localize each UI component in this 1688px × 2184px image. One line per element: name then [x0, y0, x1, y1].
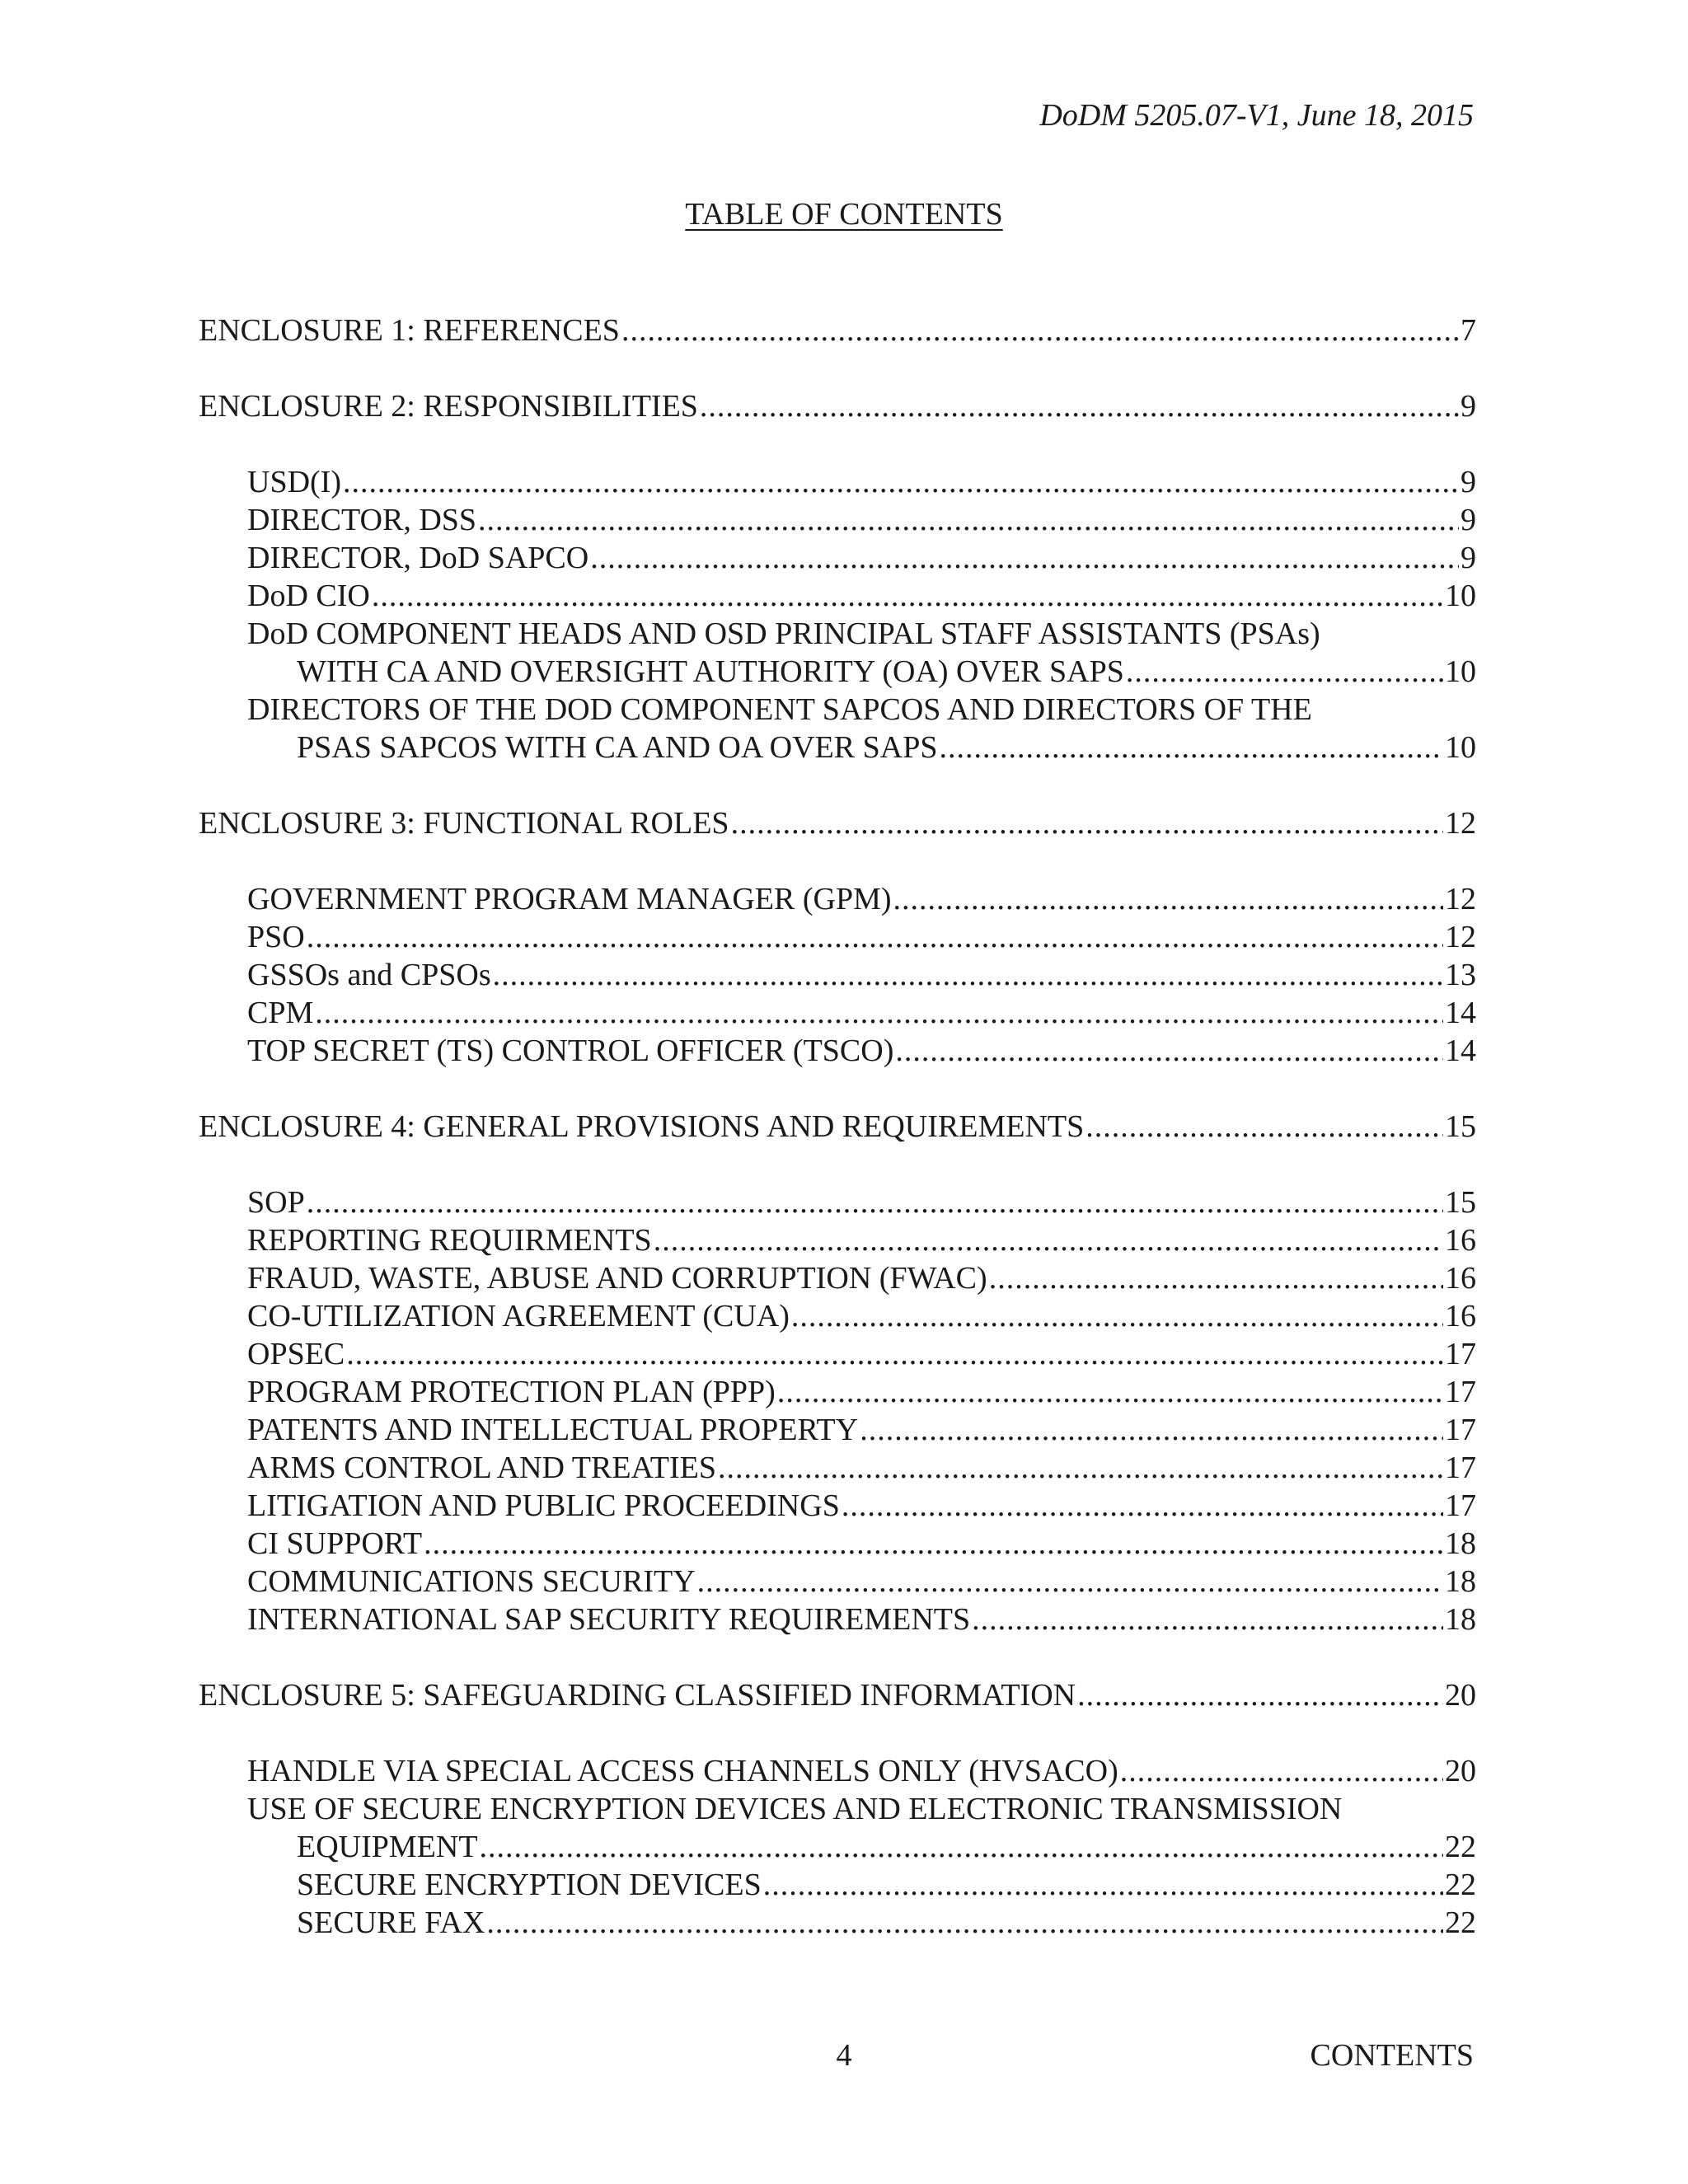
dot-leader [486, 1904, 1443, 1942]
dot-leader [895, 1032, 1443, 1070]
toc-entry-ci-support[interactable] [247, 1525, 1476, 1563]
toc-entry-enclosure-5[interactable] [199, 1676, 1476, 1714]
toc-entry-label: ENCLOSURE 1: REFERENCES [199, 313, 620, 348]
toc-entry-usd-i[interactable] [247, 463, 1476, 501]
dot-leader [731, 804, 1443, 842]
toc-entry-label: TOP SECRET (TS) CONTROL OFFICER (TSCO) [247, 1033, 894, 1068]
dot-leader [343, 463, 1459, 501]
toc-entry-page: 17 [1445, 1451, 1476, 1485]
toc-entry-hvsaco[interactable] [247, 1752, 1476, 1790]
toc-entry-cua[interactable] [247, 1297, 1476, 1335]
toc-entry-secure-encryption-devices[interactable] [297, 1866, 1476, 1904]
dot-leader [1126, 653, 1443, 691]
toc-entry-label: PROGRAM PROTECTION PLAN (PPP) [247, 1375, 776, 1409]
footer-section-label: CONTENTS [1310, 2038, 1474, 2073]
toc-entry-page: 22 [1445, 1905, 1476, 1940]
dot-leader [972, 1601, 1443, 1638]
toc-entry-page: 9 [1461, 389, 1476, 424]
toc-entry-label: USD(I) [247, 465, 341, 499]
toc-entry-page: 17 [1445, 1375, 1476, 1409]
toc-entry-page: 18 [1445, 1526, 1476, 1561]
toc-entry-sop[interactable] [247, 1183, 1476, 1221]
toc-entry-page: 16 [1445, 1261, 1476, 1296]
dot-leader [424, 1525, 1443, 1563]
toc-entry-label: CI SUPPORT [247, 1526, 423, 1561]
toc-entry-label: EQUIPMENT [297, 1830, 478, 1864]
toc-entry-page: 13 [1445, 958, 1476, 992]
dot-leader [842, 1487, 1443, 1525]
dot-leader [346, 1335, 1443, 1373]
toc-entry-page: 18 [1445, 1564, 1476, 1599]
toc-entry-label: ENCLOSURE 3: FUNCTIONAL ROLES [199, 806, 729, 841]
toc-entry-page: 7 [1461, 313, 1476, 348]
toc-entry-page: 16 [1445, 1299, 1476, 1333]
toc-entry-page: 17 [1445, 1488, 1476, 1523]
toc-entry-label: OPSEC [247, 1337, 345, 1371]
toc-entry-enclosure-1[interactable] [199, 312, 1476, 349]
toc-entry-page: 22 [1445, 1830, 1476, 1864]
toc-entry-label: LITIGATION AND PUBLIC PROCEEDINGS [247, 1488, 840, 1523]
toc-entry-pso[interactable] [247, 918, 1476, 956]
toc-entry-page: 10 [1445, 730, 1476, 765]
toc-entry-equipment[interactable] [297, 1828, 1476, 1866]
toc-entry-label: DIRECTOR, DoD SAPCO [247, 541, 589, 575]
toc-entry-international-sap[interactable] [247, 1601, 1476, 1638]
toc-entry-component-heads-line1[interactable] [247, 615, 1476, 653]
toc-entry-label: COMMUNICATIONS SECURITY [247, 1564, 696, 1599]
toc-entry-label: PATENTS AND INTELLECTUAL PROPERTY [247, 1413, 859, 1447]
toc-entry-label: USE OF SECURE ENCRYPTION DEVICES AND ELECTRONIC TRANSMISSION [247, 1792, 1343, 1826]
dot-leader [763, 1866, 1443, 1904]
toc-entry-page: 12 [1445, 920, 1476, 954]
dot-leader [893, 880, 1443, 918]
toc-entry-directors-sapcos-line1[interactable] [247, 691, 1476, 729]
dot-leader [700, 387, 1459, 425]
toc-entry-page: 20 [1445, 1678, 1476, 1713]
toc-entry-page: 10 [1445, 654, 1476, 689]
toc-entry-gpm[interactable] [247, 880, 1476, 918]
toc-entry-label: FRAUD, WASTE, ABUSE AND CORRUPTION (FWAC) [247, 1261, 987, 1296]
toc-entry-label: DIRECTORS OF THE DOD COMPONENT SAPCOS AND DIRECTORS OF THE [247, 692, 1312, 727]
toc-entry-label: HANDLE VIA SPECIAL ACCESS CHANNELS ONLY (HVSACO) [247, 1754, 1118, 1788]
toc-entry-director-dss[interactable] [247, 501, 1476, 539]
toc-entry-page: 12 [1445, 882, 1476, 916]
toc-entry-page: 9 [1461, 503, 1476, 537]
dot-leader [315, 994, 1443, 1032]
dot-leader [307, 1183, 1443, 1221]
toc-entry-comsec[interactable] [247, 1563, 1476, 1601]
toc-entry-cpm[interactable] [247, 994, 1476, 1032]
dot-leader [1120, 1752, 1443, 1790]
toc-entry-label: ENCLOSURE 5: SAFEGUARDING CLASSIFIED INFORMATION [199, 1678, 1076, 1713]
toc-title: TABLE OF CONTENTS [685, 197, 1003, 232]
toc-entry-label: ARMS CONTROL AND TREATIES [247, 1451, 716, 1485]
toc-entry-label: REPORTING REQUIRMENTS [247, 1223, 652, 1258]
toc-entry-directors-sapcos-line2[interactable] [297, 729, 1476, 766]
toc-entry-opsec[interactable] [247, 1335, 1476, 1373]
dot-leader [372, 577, 1443, 615]
dot-leader [1077, 1676, 1443, 1714]
toc-entry-label: CPM [247, 996, 314, 1030]
toc-entry-tsco[interactable] [247, 1032, 1476, 1070]
toc-entry-secure-encryption-line1[interactable] [247, 1790, 1476, 1828]
toc-entry-page: 22 [1445, 1868, 1476, 1902]
toc-entry-label: INTERNATIONAL SAP SECURITY REQUIREMENTS [247, 1602, 971, 1637]
dot-leader [307, 918, 1443, 956]
dot-leader [860, 1411, 1443, 1449]
toc-entry-page: 20 [1445, 1754, 1476, 1788]
toc-entry-label: ENCLOSURE 4: GENERAL PROVISIONS AND REQUIREMENTS [199, 1109, 1085, 1144]
toc-entry-enclosure-3[interactable] [199, 804, 1476, 842]
toc-entry-page: 14 [1445, 1033, 1476, 1068]
toc-entry-page: 17 [1445, 1337, 1476, 1371]
toc-entry-patents[interactable] [247, 1411, 1476, 1449]
toc-entry-label: DIRECTOR, DSS [247, 503, 477, 537]
toc-entry-component-heads-line2[interactable] [297, 653, 1476, 691]
toc-entry-enclosure-2[interactable] [199, 387, 1476, 425]
toc-entry-label: GOVERNMENT PROGRAM MANAGER (GPM) [247, 882, 892, 916]
toc-entry-gssos-cpsos[interactable] [247, 956, 1476, 994]
toc-entry-label: SECURE ENCRYPTION DEVICES [297, 1868, 762, 1902]
dot-leader [621, 312, 1459, 349]
toc-entry-fwac[interactable] [247, 1259, 1476, 1297]
dot-leader [480, 1828, 1443, 1866]
toc-entry-label: GSSOs and CPSOs [247, 958, 491, 992]
toc-entry-label: SOP [247, 1185, 305, 1220]
dot-leader [718, 1449, 1443, 1487]
toc-entry-page: 15 [1445, 1185, 1476, 1220]
dot-leader [1085, 1108, 1443, 1146]
toc-entry-page: 18 [1445, 1602, 1476, 1637]
toc-entry-ppp[interactable] [247, 1373, 1476, 1411]
dot-leader [590, 539, 1459, 577]
toc-entry-page: 17 [1445, 1413, 1476, 1447]
toc-entry-label: SECURE FAX [297, 1905, 485, 1940]
toc-entry-page: 16 [1445, 1223, 1476, 1258]
toc-entry-label: DoD CIO [247, 579, 370, 613]
dot-leader [478, 501, 1459, 539]
toc-entry-label: CO-UTILIZATION AGREEMENT (CUA) [247, 1299, 790, 1333]
dot-leader [654, 1221, 1443, 1259]
toc-entry-enclosure-4[interactable] [199, 1108, 1476, 1146]
toc-entry-page: 12 [1445, 806, 1476, 841]
toc-entry-label: PSO [247, 920, 305, 954]
toc-entry-page: 14 [1445, 996, 1476, 1030]
toc-entry-director-dod-sapco[interactable] [247, 539, 1476, 577]
toc-entry-litigation[interactable] [247, 1487, 1476, 1525]
toc-entry-label: PSAS SAPCOS WITH CA AND OA OVER SAPS [297, 730, 938, 765]
toc-entry-label: DoD COMPONENT HEADS AND OSD PRINCIPAL STAFF ASSISTANTS (PSAs) [247, 616, 1320, 651]
dot-leader [777, 1373, 1443, 1411]
toc-entry-dod-cio[interactable] [247, 577, 1476, 615]
toc-entry-label: ENCLOSURE 2: RESPONSIBILITIES [199, 389, 698, 424]
toc-entry-page: 15 [1445, 1109, 1476, 1144]
page-header: DoDM 5205.07-V1, June 18, 2015 [1039, 98, 1474, 133]
dot-leader [697, 1563, 1443, 1601]
toc-entry-page: 9 [1461, 465, 1476, 499]
dot-leader [493, 956, 1443, 994]
toc-entry-arms-control[interactable] [247, 1449, 1476, 1487]
toc-entry-secure-fax[interactable] [297, 1904, 1476, 1942]
toc-entry-page: 9 [1461, 541, 1476, 575]
toc-entry-label: WITH CA AND OVERSIGHT AUTHORITY (OA) OVER SAPS [297, 654, 1124, 689]
page-number: 4 [836, 2038, 852, 2073]
toc-entry-page: 10 [1445, 579, 1476, 613]
dot-leader [989, 1259, 1443, 1297]
dot-leader [939, 729, 1443, 766]
toc-entry-reporting-requirements[interactable] [247, 1221, 1476, 1259]
dot-leader [791, 1297, 1443, 1335]
